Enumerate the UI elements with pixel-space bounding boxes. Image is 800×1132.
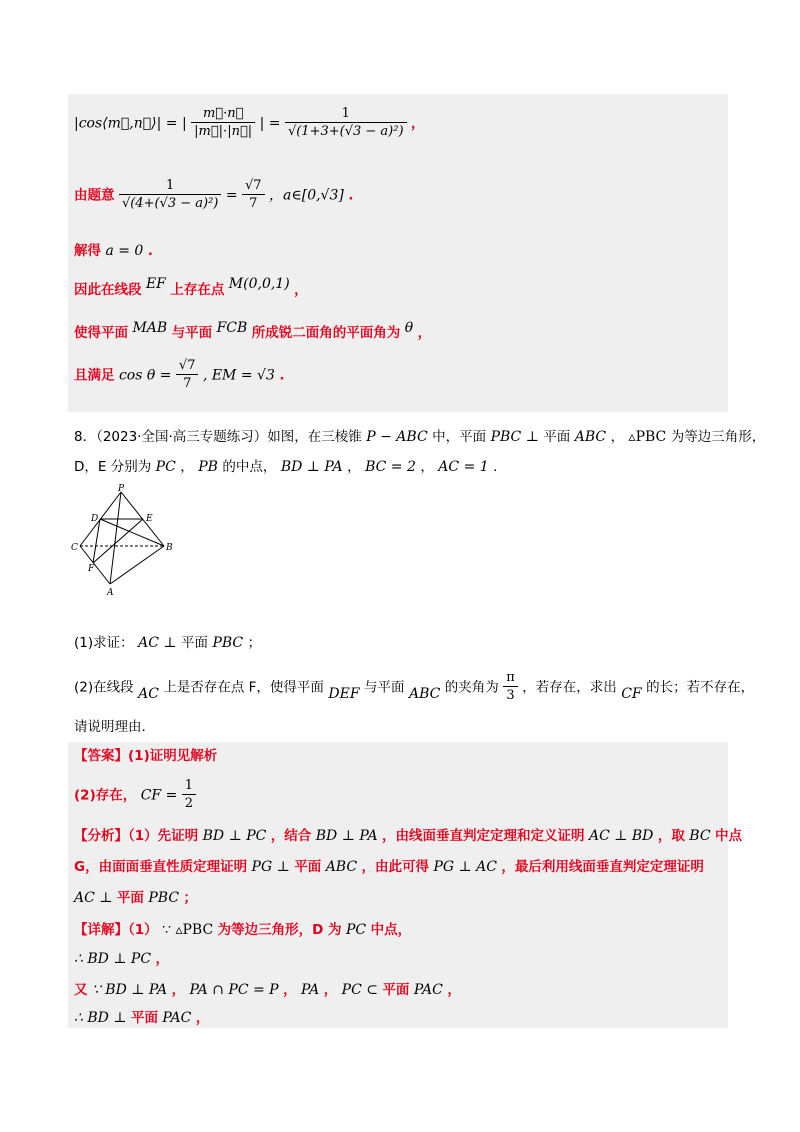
- answer-line-2: (2)存在， CF = $\frac{1}{2}$: [74, 778, 196, 813]
- solve-line: 解得 a = 0 .: [74, 243, 153, 259]
- analysis-line-3: AC ⊥ 平面 PBC ；: [74, 890, 197, 906]
- detail-line-1: 【详解】（1） ∵ ▵PBC 为等边三角形，D 为 PC 中点，: [74, 922, 412, 938]
- pi-third-fraction: $\frac{\pi}{3}$: [503, 670, 518, 705]
- detail-line-2: ∴ BD ⊥ PC ，: [74, 951, 170, 967]
- edge-db: [100, 519, 164, 546]
- given-fraction: $\frac{1}{\text{√(4+(√3 − a)²)}}$: [119, 178, 221, 213]
- label-b: B: [166, 543, 173, 553]
- sqrt7-fraction: $\frac{√7}{7}$: [242, 178, 265, 213]
- analysis-line-2: G，由面面垂直性质定理证明 PG ⊥ 平面 ABC ，由此可得 PG ⊥ AC ，最后利用线面垂直判定定理证明: [74, 859, 704, 875]
- edge-ab: [110, 546, 164, 584]
- edge-pa: [110, 492, 121, 584]
- question-2: (2)在线段 AC 上是否存在点 F，使得平面 DEF 与平面 ABC 的夹角为 $\frac{\pi}{3}$ ，若存在，求出 CF 的长；若不存在，: [74, 670, 755, 703]
- edge-df: [93, 519, 100, 563]
- cos-formula-line: |cos⟨m⃗,n⃗⟩| = | $\frac{m⃗\cdot n⃗}{|m⃗|\cdot|n⃗|}$ | = $\frac{1}{\text{√(1+3+(√3 − a)²)}}$ ，: [74, 106, 425, 139]
- problem-line-1: 8．（2023·全国·高三专题练习）如图，在三棱锥 P − ABC 中，平面 PBC ⊥ 平面 ABC ， ▵PBC 为等边三角形，: [74, 429, 766, 445]
- cf-fraction: $\frac{1}{2}$: [182, 778, 196, 813]
- tetrahedron-figure: [68, 484, 188, 596]
- detail-line-4: ∴ BD ⊥ 平面 PAC ，: [74, 1010, 210, 1026]
- given-equation-line: 由题意 $\frac{1}{\text{√(4+(√3 − a)²)}}$ = $\frac{√7}{7}$ ，a∈[0,√3] .: [74, 178, 354, 211]
- edge-ef: [93, 519, 143, 563]
- label-e: E: [146, 514, 153, 524]
- detail-line-3: 又 ∵ BD ⊥ PA ， PA ∩ PC = P ， PA ， PC ⊂ 平面 PAC ，: [74, 982, 461, 998]
- segment-point-line: 因此在线段 EF 上存在点 M(0,0,1) ，: [74, 276, 308, 298]
- analysis-line-1: 【分析】（1）先证明 BD ⊥ PC ，结合 BD ⊥ PA ，由线面垂直判定定理和定义证明 AC ⊥ BD ，取 BC 中点: [74, 828, 742, 844]
- label-f: F: [88, 564, 95, 574]
- answer-line-1: 【答案】(1)证明见解析: [74, 748, 218, 764]
- problem-line-2: D，E 分别为 PC ， PB 的中点， BD ⊥ PA ， BC = 2 ， AC = 1 .: [74, 459, 498, 475]
- cos-rhs-fraction: $\frac{1}{\text{√(1+3+(√3 − a)²)}}$: [285, 106, 407, 141]
- vector-fraction: $\frac{m⃗\cdot n⃗}{|m⃗|\cdot|n⃗|}$: [191, 106, 255, 141]
- label-a: A: [107, 588, 114, 596]
- cos-theta-fraction: $\frac{√7}{7}$: [176, 358, 199, 393]
- label-d: D: [91, 514, 99, 524]
- label-c: C: [71, 543, 78, 553]
- question-2-line-2: 请说明理由.: [74, 719, 146, 735]
- label-p: P: [118, 484, 125, 494]
- question-1: (1)求证： AC ⊥ 平面 PBC ；: [74, 635, 262, 651]
- plane-angle-line: 使得平面 MAB 与平面 FCB 所成锐二面角的平面角为 θ ，: [74, 320, 432, 341]
- satisfy-line: 且满足 cos θ = $\frac{√7}{7}$ , EM = √3 .: [74, 358, 285, 391]
